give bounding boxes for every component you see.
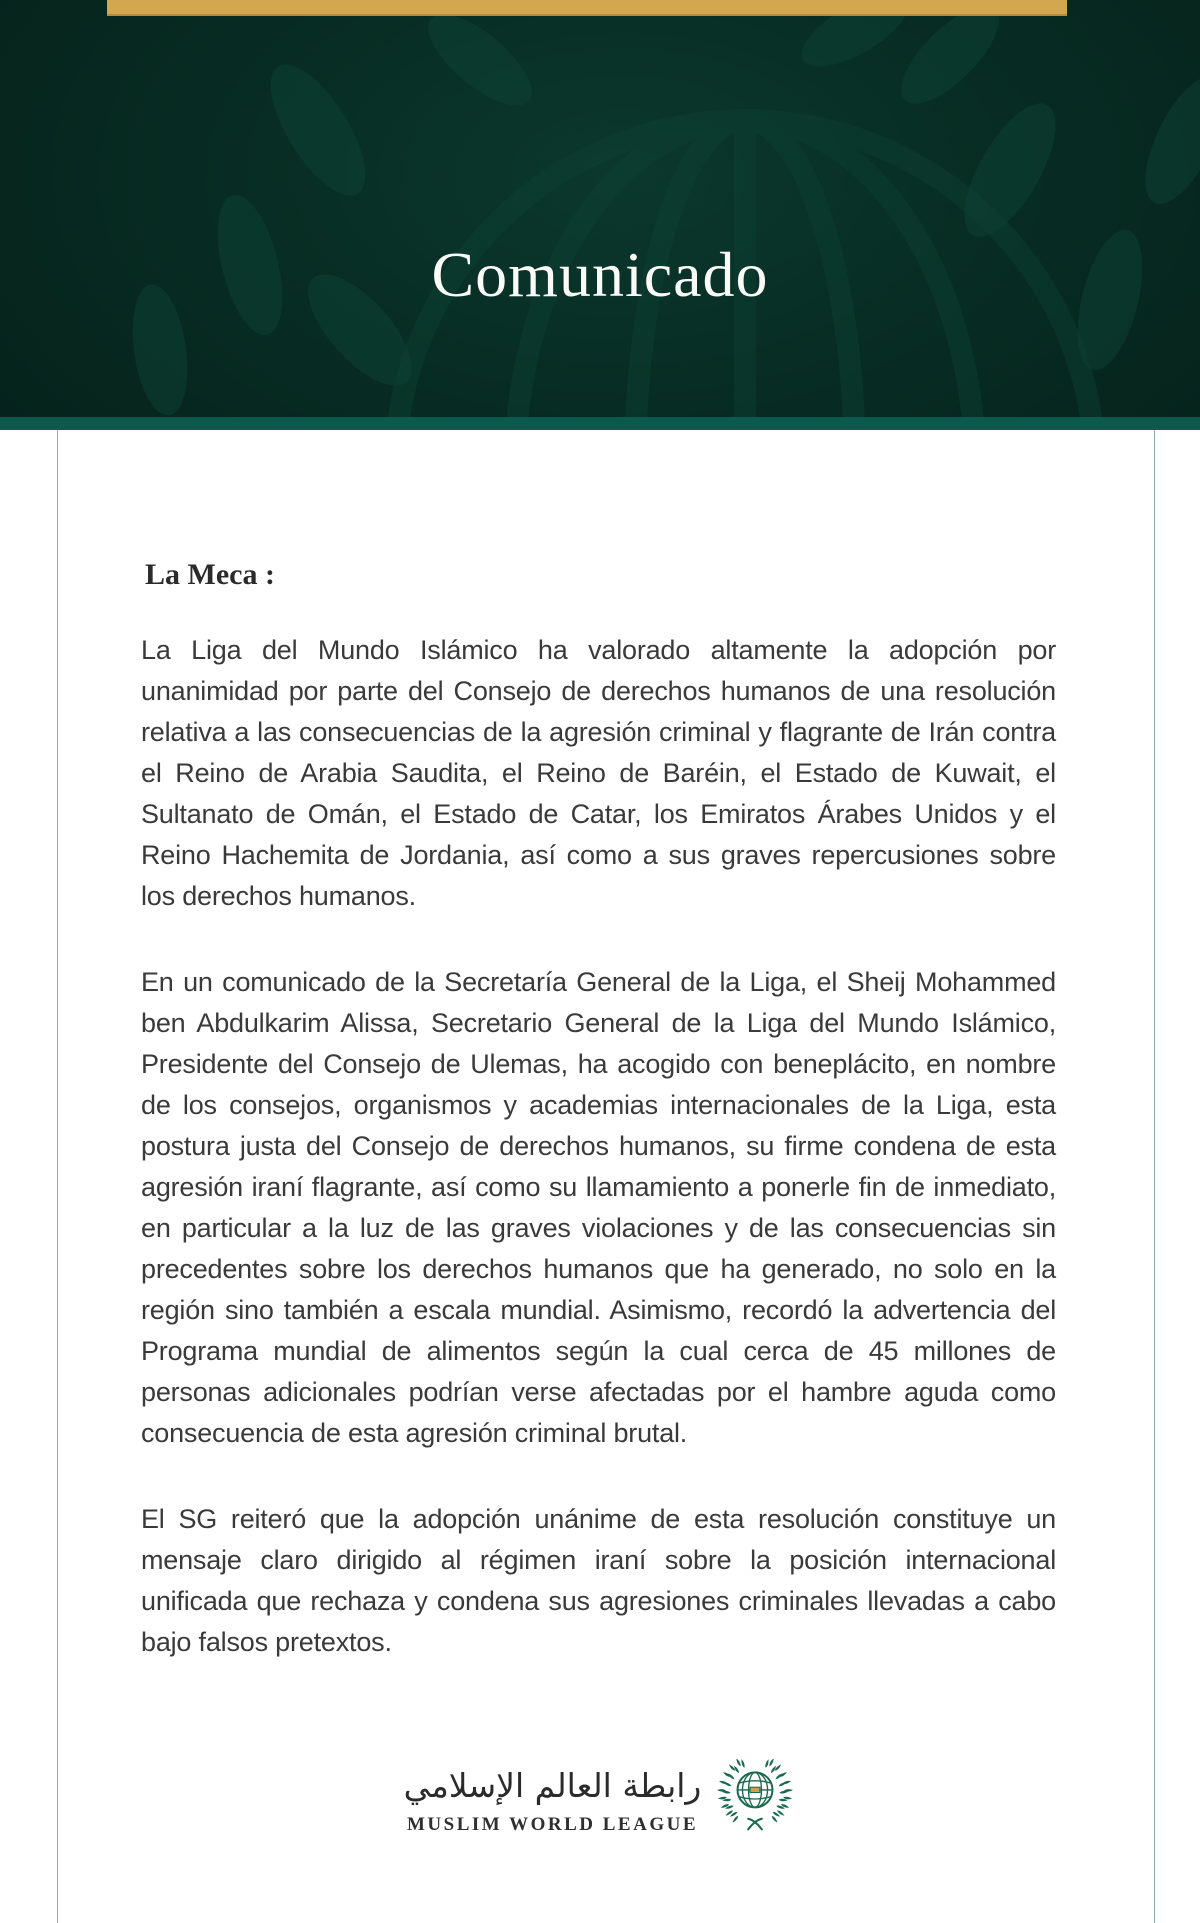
paragraph-3: El SG reiteró que la adopción unánime de esta resolución constituye un mensaje claro dirigido al régimen iraní sobre la posición internacional unificada que rechaza y condena sus agresiones criminales llevadas a cabo bajo falsos pretextos. xyxy=(141,1504,1056,1657)
right-frame-rule xyxy=(1154,430,1155,1923)
mwl-logo-text xyxy=(404,1762,702,1836)
page-title: Comunicado xyxy=(431,239,769,310)
mwl-arabic-name: رابطة العالم الإسلامي xyxy=(403,1766,702,1805)
teal-divider-band xyxy=(0,417,1200,430)
mwl-emblem-icon xyxy=(717,1759,793,1839)
communique-body xyxy=(141,430,1056,1839)
dateline-heading: La Meca : xyxy=(145,558,275,591)
paragraph-1: La Liga del Mundo Islámico ha valorado altamente la adopción por unanimidad por parte del Consejo de derechos humanos de una resolución relativa a las consecuencias de la agresión criminal y flagrante de Irán contra el Reino de Arabia Saudita, el Reino de Baréin, el Estado de Kuwait, el Sultanato de Omán, el Estado de Catar, los Emiratos Árabes Unidos y el Reino Hachemita de Jordania, así como a sus graves repercusiones sobre los derechos humanos. xyxy=(141,635,1056,911)
left-frame-rule xyxy=(57,430,58,1923)
paragraph-2: En un comunicado de la Secretaría General de la Liga, el Sheij Mohammed ben Abdulkarim Alissa, Secretario General de la Liga del Mundo Islámico, Presidente del Consejo de Ulemas, ha acogido con beneplácito, en nombre de los consejos, organismos y academias internacionales de la Liga, esta postura justa del Consejo de derechos humanos, su firme condena de esta agresión iraní flagrante, así como su llamamiento a ponerle fin de inmediato, en particular a la luz de las graves violaciones y de las consecuencias sin precedentes sobre los derechos humanos que ha generado, no solo en la región sino también a escala mundial. Asimismo, recordó la advertencia del Programa mundial de alimentos según la cual cerca de 45 millones de personas adicionales podrían verse afectadas por el hambre aguda como consecuencia de esta agresión criminal brutal. xyxy=(141,967,1056,1448)
mwl-english-name: MUSLIM WORLD LEAGUE xyxy=(406,1814,698,1835)
gold-accent-bar xyxy=(107,0,1067,16)
laurel-globe-decoration xyxy=(0,0,1200,417)
header-banner xyxy=(0,0,1200,417)
mwl-logo xyxy=(141,1759,1056,1839)
